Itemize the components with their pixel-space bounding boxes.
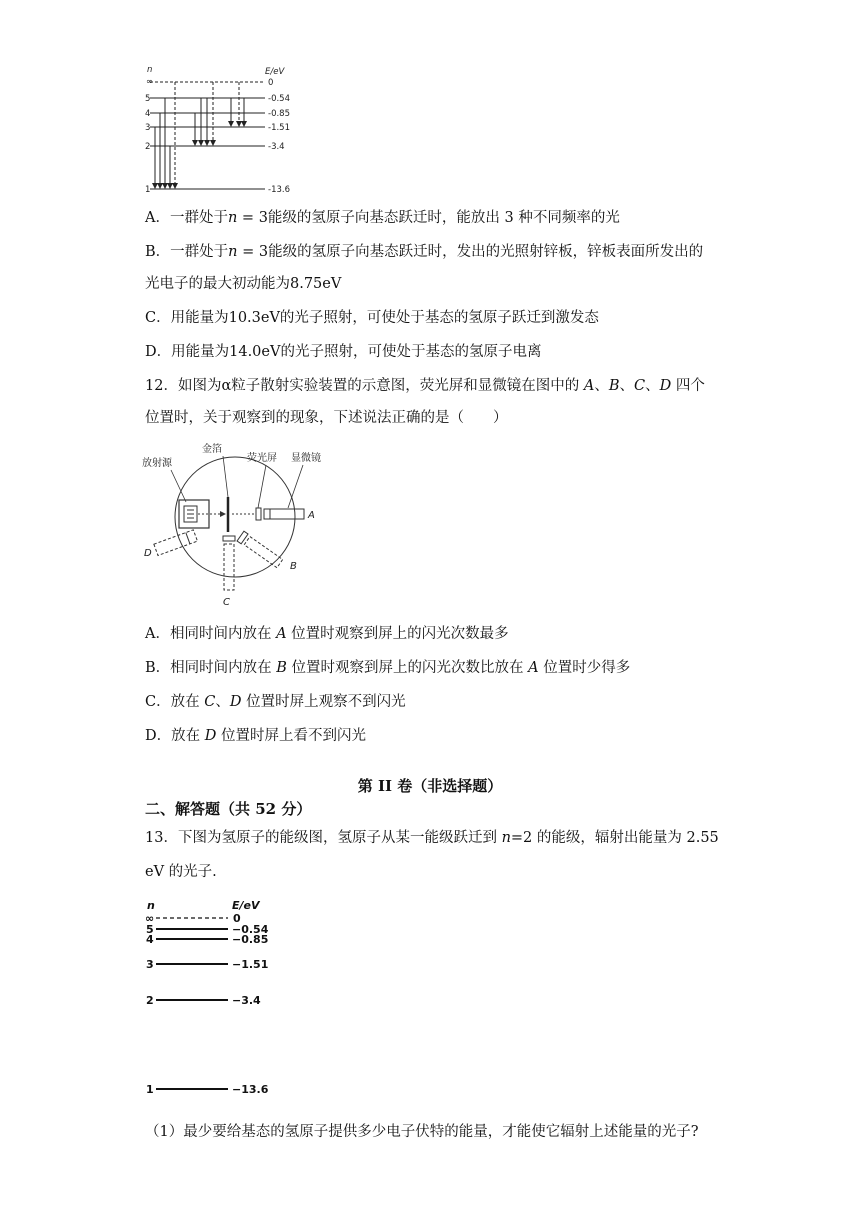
diagram2-e4: −0.85 xyxy=(232,933,269,946)
q11-option-b[interactable]: B．一群处于n = 3能级的氢原子向基态跃迁时，发出的光照射锌板，锌板表面所发出的 xyxy=(145,244,704,260)
q12-option-a[interactable]: A．相同时间内放在 A 位置时观察到屏上的闪光次数最多 xyxy=(145,626,509,642)
section-subtitle: 二、解答题（共 52 分） xyxy=(145,800,312,818)
diagram1-zero-label: 0 xyxy=(268,78,274,88)
diagram1-n5: 5 xyxy=(145,94,151,104)
energy-level-diagram-2 xyxy=(140,896,280,1101)
diagram1-e3: -1.51 xyxy=(268,123,290,133)
q13-part1: （1）最少要给基态的氢原子提供多少电子伏特的能量，才能使它辐射上述能量的光子? xyxy=(145,1124,699,1140)
diagram2-e3: −1.51 xyxy=(232,958,269,971)
q12-option-c[interactable]: C．放在 C、D 位置时屏上观察不到闪光 xyxy=(145,694,406,710)
section-title: 第 II 卷（非选择题） xyxy=(357,777,503,795)
diagram2-zero-label: 0 xyxy=(233,912,241,925)
diagram1-n1: 1 xyxy=(145,185,151,195)
label-source: 放射源 xyxy=(142,458,172,469)
label-c: C xyxy=(223,597,230,608)
q12-option-d[interactable]: D．放在 D 位置时屏上看不到闪光 xyxy=(145,728,366,744)
q11-option-d[interactable]: D．用能量为14.0eV的光子照射，可使处于基态的氢原子电离 xyxy=(145,344,542,360)
diagram2-n-label: n xyxy=(147,899,155,912)
label-b: B xyxy=(290,561,297,572)
q13-stem-line2: eV 的光子. xyxy=(145,864,217,880)
q11-option-c[interactable]: C．用能量为10.3eV的光子照射，可使处于基态的氢原子跃迁到激发态 xyxy=(145,310,599,326)
label-d: D xyxy=(144,548,152,559)
q12-stem-line1: 12．如图为α粒子散射实验装置的示意图，荧光屏和显微镜在图中的 A、B、C、D 四个 xyxy=(145,378,705,394)
q11-option-b-continued: 光电子的最大初动能为8.75eV xyxy=(145,276,342,292)
diagram1-inf-label: ∞ xyxy=(146,77,154,87)
q13-stem-line1: 13．下图为氢原子的能级图，氢原子从某一能级跃迁到 n=2 的能级，辐射出能量为 2.55 xyxy=(145,830,719,846)
diagram1-e5: -0.54 xyxy=(268,94,290,104)
diagram1-e-label: E/eV xyxy=(265,67,285,77)
diagram2-e1: −13.6 xyxy=(232,1083,269,1096)
q12-option-b[interactable]: B．相同时间内放在 B 位置时观察到屏上的闪光次数比放在 A 位置时少得多 xyxy=(145,660,631,676)
diagram2-n4: 4 xyxy=(146,933,154,946)
diagram2-n1: 1 xyxy=(146,1083,154,1096)
label-microscope: 显微镜 xyxy=(291,453,321,464)
diagram1-n-label: n xyxy=(147,65,153,75)
label-foil: 金箔 xyxy=(202,444,222,455)
diagram2-e5: −0.54 xyxy=(232,923,269,936)
diagram2-inf-label: ∞ xyxy=(145,912,155,925)
energy-level-diagram-1 xyxy=(140,62,290,197)
q11-option-a[interactable]: A．一群处于n = 3能级的氢原子向基态跃迁时，能放出 3 种不同频率的光 xyxy=(145,210,620,226)
diagram2-n2: 2 xyxy=(146,994,154,1007)
diagram1-n4: 4 xyxy=(145,109,151,119)
diagram1-e1: -13.6 xyxy=(268,185,290,195)
label-screen: 荧光屏 xyxy=(247,453,277,464)
alpha-scattering-diagram xyxy=(140,440,370,610)
diagram2-e-label: E/eV xyxy=(232,899,260,912)
diagram2-e2: −3.4 xyxy=(232,994,261,1007)
q12-stem-line2: 位置时，关于观察到的现象，下述说法正确的是（ ） xyxy=(145,410,508,426)
diagram1-n2: 2 xyxy=(145,142,151,152)
diagram1-n3: 3 xyxy=(145,123,151,133)
diagram1-e2: -3.4 xyxy=(268,142,285,152)
diagram2-n3: 3 xyxy=(146,958,154,971)
diagram2-n5: 5 xyxy=(146,923,154,936)
diagram1-e4: -0.85 xyxy=(268,109,290,119)
label-a: A xyxy=(308,510,315,521)
